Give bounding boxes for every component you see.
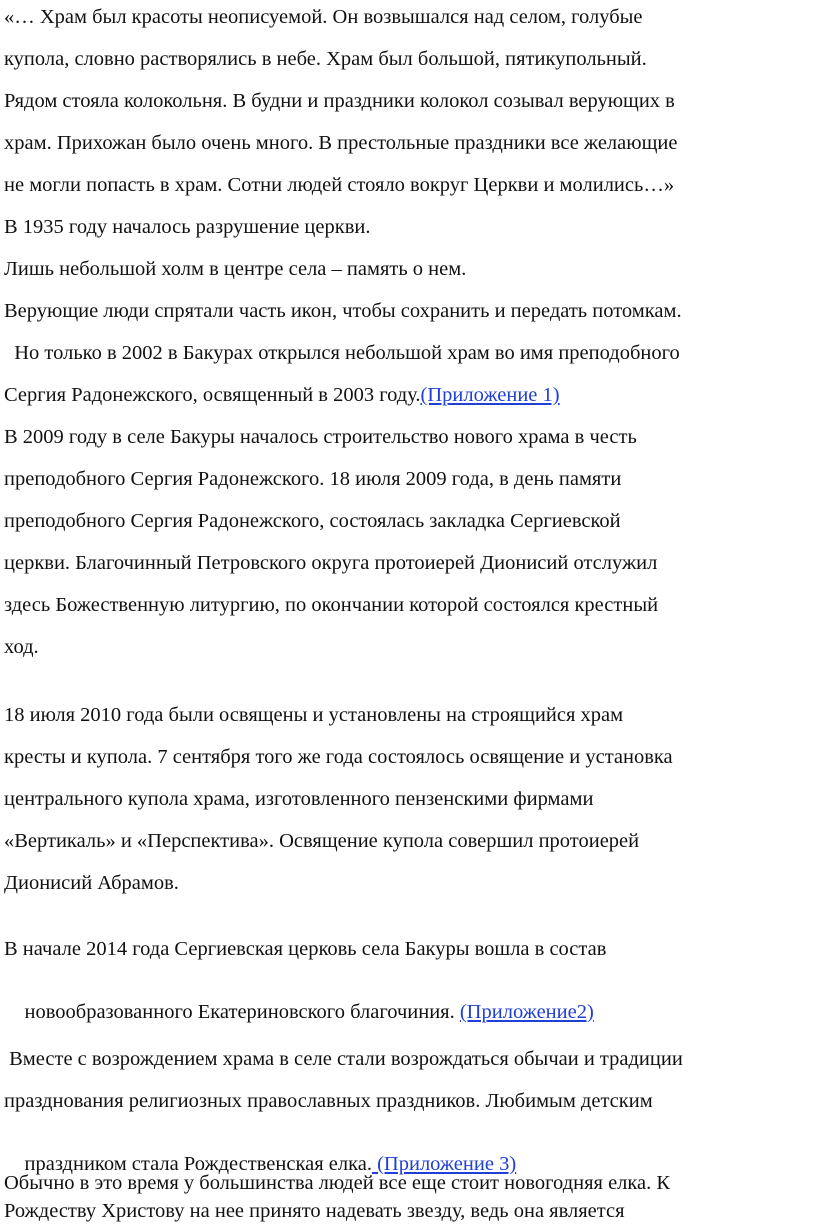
text-segment: Сергия Радонежского, освященный в 2003 году. [4,384,421,406]
text-line: церкви. Благочинный Петровского округа протоиерей Дионисий отслужил [4,552,658,574]
text-line: «Вертикаль» и «Перспектива». Освящение купола совершил протоиерей [4,830,640,852]
text-line: Лишь небольшой холм в центре села – память о нем. [4,258,467,280]
text-line: храм. Прихожан было очень много. В престольные праздники все желающие [4,132,678,154]
text-line: преподобного Сергия Радонежского, состоялась закладка Сергиевской [4,510,621,532]
text-segment: новообразованного Екатериновского благочиния. [24,1000,460,1023]
text-line: В начале 2014 года Сергиевская церковь села Бакуры вошла в состав [4,938,607,960]
appendix-1-link[interactable]: (Приложение 1) [420,384,560,406]
text-line: ход. [4,636,39,658]
text-line: кресты и купола. 7 сентября того же года состоялось освящение и установка [4,746,673,768]
text-line: Дионисий Абрамов. [4,872,179,894]
text-line: здесь Божественную литургию, по окончании которой состоялся крестный [4,594,659,616]
text-segment: праздником стала Рождественская елка. [24,1152,372,1175]
text-line: Но только в 2002 в Бакурах открылся небольшой храм во имя преподобного [4,342,680,364]
text-line: В 1935 году началось разрушение церкви. [4,216,371,238]
appendix-2-link[interactable]: (Приложение2) [459,1000,594,1023]
text-line: центрального купола храма, изготовленного пензенскими фирмами [4,788,594,810]
text-line: не могли попасть в храм. Сотни людей стояло вокруг Церкви и молились…» [4,174,675,196]
text-line: Рядом стояла колокольня. В будни и праздники колокол созывал верующих в [4,90,675,112]
text-line: «… Храм был красоты неописуемой. Он возвышался над селом, голубые [4,6,643,28]
text-line: Верующие люди спрятали часть икон, чтобы сохранить и передать потомкам. [4,300,682,322]
text-line-with-link [4,981,594,1043]
text-line-with-link [4,385,560,406]
text-line: Вместе с возрождением храма в селе стали возрождаться обычаи и традиции [4,1048,683,1070]
text-line: празднования религиозных православных праздников. Любимым детским [4,1090,653,1112]
text-line: 18 июля 2010 года были освящены и установлены на строящийся храм [4,704,624,726]
text-line: Обычно в это время у большинства людей все еще стоит новогодняя елка. К [4,1172,671,1194]
appendix-3-link[interactable]: (Приложение 3) [371,1152,517,1175]
text-line: В 2009 году в селе Бакуры началось строительство нового храма в честь [4,426,637,448]
text-line: преподобного Сергия Радонежского. 18 июля 2009 года, в день памяти [4,468,622,490]
text-line: Рождеству Христову на нее принято надевать звезду, ведь она является [4,1200,625,1222]
text-line: купола, словно растворялись в небе. Храм был большой, пятикупольный. [4,48,647,70]
